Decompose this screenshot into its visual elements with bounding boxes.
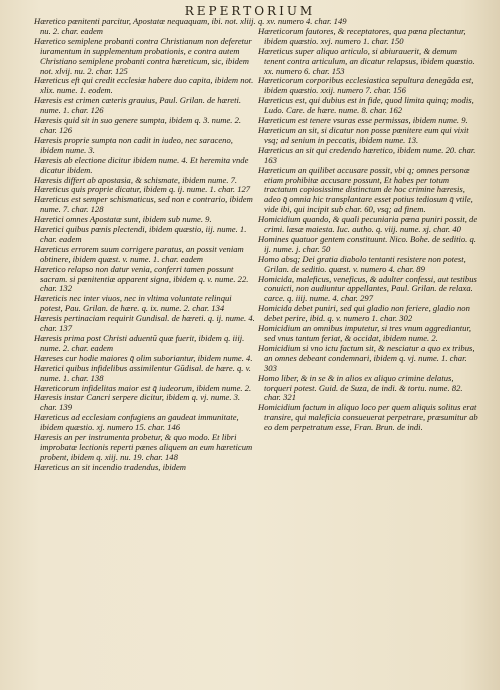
index-entry: Hæresis pertinaciam requirit Gundisal. de hæreti. q. ij. nume. 4. char. 137	[34, 313, 255, 334]
index-entry: Hæretici quibus infidelibus assimilentur Gūdisal. de hære. q. v. nume. 1. char. 138	[34, 362, 251, 383]
index-entry: Hæretico pœnitenti parcitur, Apostatæ nequaquam, ibi. not. xliij. nu. 2. char. eadem	[34, 17, 256, 36]
left-column	[34, 17, 256, 685]
index-entry: Hæreticus eft qui credit ecclesiæ habere duo capita, ibidem not. xlix. nume. 1. eodem.	[34, 75, 254, 96]
right-column	[258, 17, 480, 685]
index-entry: Hæreticus super aliquo articulo, si abiurauerit, & demum tenent contra articulum, an dicatur relapsus, ibidem quæstio. xx. numero 6. char. 153	[258, 45, 475, 76]
index-entry: Hæreticum an sit, si dicatur non posse pœnitere eum qui vixit vsq; ad senium in peccatis, ibidem nume. 13.	[258, 124, 469, 145]
index-entry: Hæresis est crimen cæteris grauius, Paul. Grilan. de hæreti. nume. 1. char. 126	[34, 95, 242, 116]
index-entry: Hæreticum est tenere vsuras esse permissas, ibidem nume. 9.	[258, 115, 468, 126]
index-entry: Hæresis quid sit in suo genere sumpta, ibidem q. 3. nume. 2. char. 126	[34, 115, 242, 135]
index-entry: Hæreticorum infidelitas maior est q̄ iudeorum, ibidem nume. 2.	[34, 382, 252, 393]
index-entry: Homines quatuor gentem constituunt. Nico. Bohe. de seditio. q. ij. nume. j. char. 50	[258, 233, 476, 254]
index-entry: Hæresis an per instrumenta probetur, & quo modo. Et libri improbatæ lectionis reperti pœnes aliquem an eum hæreticum probent, ibidem q. xiij. nu. 19. char. 148	[34, 432, 253, 462]
index-entry: Hæretici quibus pœnis plectendi, ibidem quæstio, iij. nume. 1. char. eadem	[34, 224, 247, 244]
index-entry: Hæresis proprie sumpta non cadit in iudeo, nec saraceno, ibidem nume. 3.	[34, 134, 233, 155]
running-head-title: REPERTORIUM	[184, 4, 316, 18]
index-entry: Homo absq; Dei gratia diabolo tentanti resistere non potest, Grilan. de seditio. quæst. v. numero 4. char. 89	[258, 253, 466, 274]
index-entry: Hæretici omnes Apostatæ sunt, ibidem sub nume. 9.	[34, 214, 212, 225]
index-entry: Hæresis instar Cancri serpere dicitur, ibidem q. vj. nume. 3. char. 139	[34, 392, 241, 413]
index-entry: Homicidium an omnibus imputetur, si tres vnum aggrediantur, sed vnus tantum feriat, & occidat, ibidem nume. 2.	[258, 323, 472, 343]
index-entry: Homicidium quando, & quali pecuniaria pœna puniri possit, de crimi. læsæ maiesta. Iuc. autho. q. viij. nume. xj. char. 40	[258, 214, 478, 235]
index-entry: Hæreticis nec inter viuos, nec in vltima voluntate relinqui potest, Pau. Grilan. de hære. q. ix. nume. 2. char. 134	[34, 293, 232, 314]
index-entry: Homicidium si vno ictu factum sit, & nesciatur a quo ex tribus, an omnes debeant condemnari, ibidem q. vj. nume. 1. char. 303	[258, 342, 475, 373]
index-entry: Hæresis differt ab apostasia, & schismate, ibidem nume. 7.	[34, 174, 238, 185]
index-entry: Hæresis ab electione dicitur ibidem nume. 4. Et heremita vnde dicatur ibidem.	[34, 154, 249, 175]
index-entry: Hæreses cur hodie maiores q̄ olim suboriantur, ibidem nume. 4.	[34, 352, 253, 363]
index-entry: Homicidium factum in aliquo loco per quem aliquis solitus erat transire, qui maleficia consueuerat perpetrare, præsumitur ab eo dem perpetratum esse, Fran. Brun. de indi.	[258, 402, 478, 433]
index-entry: Hæreticus est semper schismaticus, sed non e contrario, ibidem nume. 7. char. 128	[34, 194, 253, 215]
index-entry: Hæreticus ad ecclesiam confugiens an gaudeat immunitate, ibidem quæstio. xj. numero 15. char. 146	[34, 412, 239, 433]
index-entry: Hæreticorum corporibus ecclesiastica sepultura denegāda est, ibidem quæstio. xxij. numero 7. char. 156	[258, 75, 474, 96]
index-entry: Hæretico semiplene probanti contra Christianum non deferetur iuramentum in supplementum probationis, e contra autem Christiano semiplene probanti contra hæreticum, sic, ibidem not. xlvij. nu. 2. char. 125	[34, 35, 252, 76]
index-entry: Homo liber, & in se & in alios ex aliquo crimine delatus, torqueri potest. Guid. de Suza, de indi. & tortu. nume. 82. char. 321	[258, 372, 463, 403]
index-entry: Hæreticus est, qui dubius est in fide, quod limita quinq; modis, Ludo. Care. de hære. nume. 8. char. 162	[258, 95, 474, 116]
index-entry: Hæresis prima post Christi aduentū quæ fuerit, ibidem q. iiij. nume. 2. char. eadem	[34, 333, 245, 353]
index-entry: Hæreticorum fautores, & receptatores, qua pœna plectantur, ibidem quæstio. xvj. numero 1. char. 150	[258, 25, 466, 46]
index-entry: Hæreticus an sit incendio tradendus, ibidem	[34, 461, 186, 472]
index-entry: Hæreticus an sit qui credendo hæretico, ibidem nume. 20. char. 163	[258, 144, 476, 165]
index-entry: Homicida, maleficus, veneficus, & adulter confessi, aut testibus conuicti, non audiuntur appellantes, Paul. Grilan. de relaxa. carce. q. iiij. nume. 4. char. 297	[258, 273, 477, 304]
index-entry: Hæreticum an quilibet accusare possit, vbi q; omnes personæ etiam prohibitæ accusare possunt, Et habes per totum tractatum copiosissime distinctum de hoc crimine hæresis, adeo q̄ omnia hic transplantare esset potius tediosum q̄ vtile, vide ibi, qui incipit sub char. 60, vsq; ad finem.	[258, 164, 473, 215]
index-entry: Hæretico relapso non datur venia, conferri tamen possunt sacram. si pœnitentiæ apparent signa, ibidem q. v. nume. 22. char. 132	[34, 263, 249, 294]
index-entry: Homicida debet puniri, sed qui gladio non feriere, gladio non debet perire, ibid. q. v. numero 1. char. 302	[258, 303, 470, 324]
index-entry: q. xv. numero 4. char. 149	[258, 17, 347, 26]
index-entry: Hæreticus quis proprie dicatur, ibidem q. ij. nume. 1. char. 127	[34, 184, 251, 195]
index-entry: Hæreticus errorem suum corrigere paratus, an possit veniam obtinere, ibidem quæst. v. nume. 1. char. eadem	[34, 243, 244, 264]
